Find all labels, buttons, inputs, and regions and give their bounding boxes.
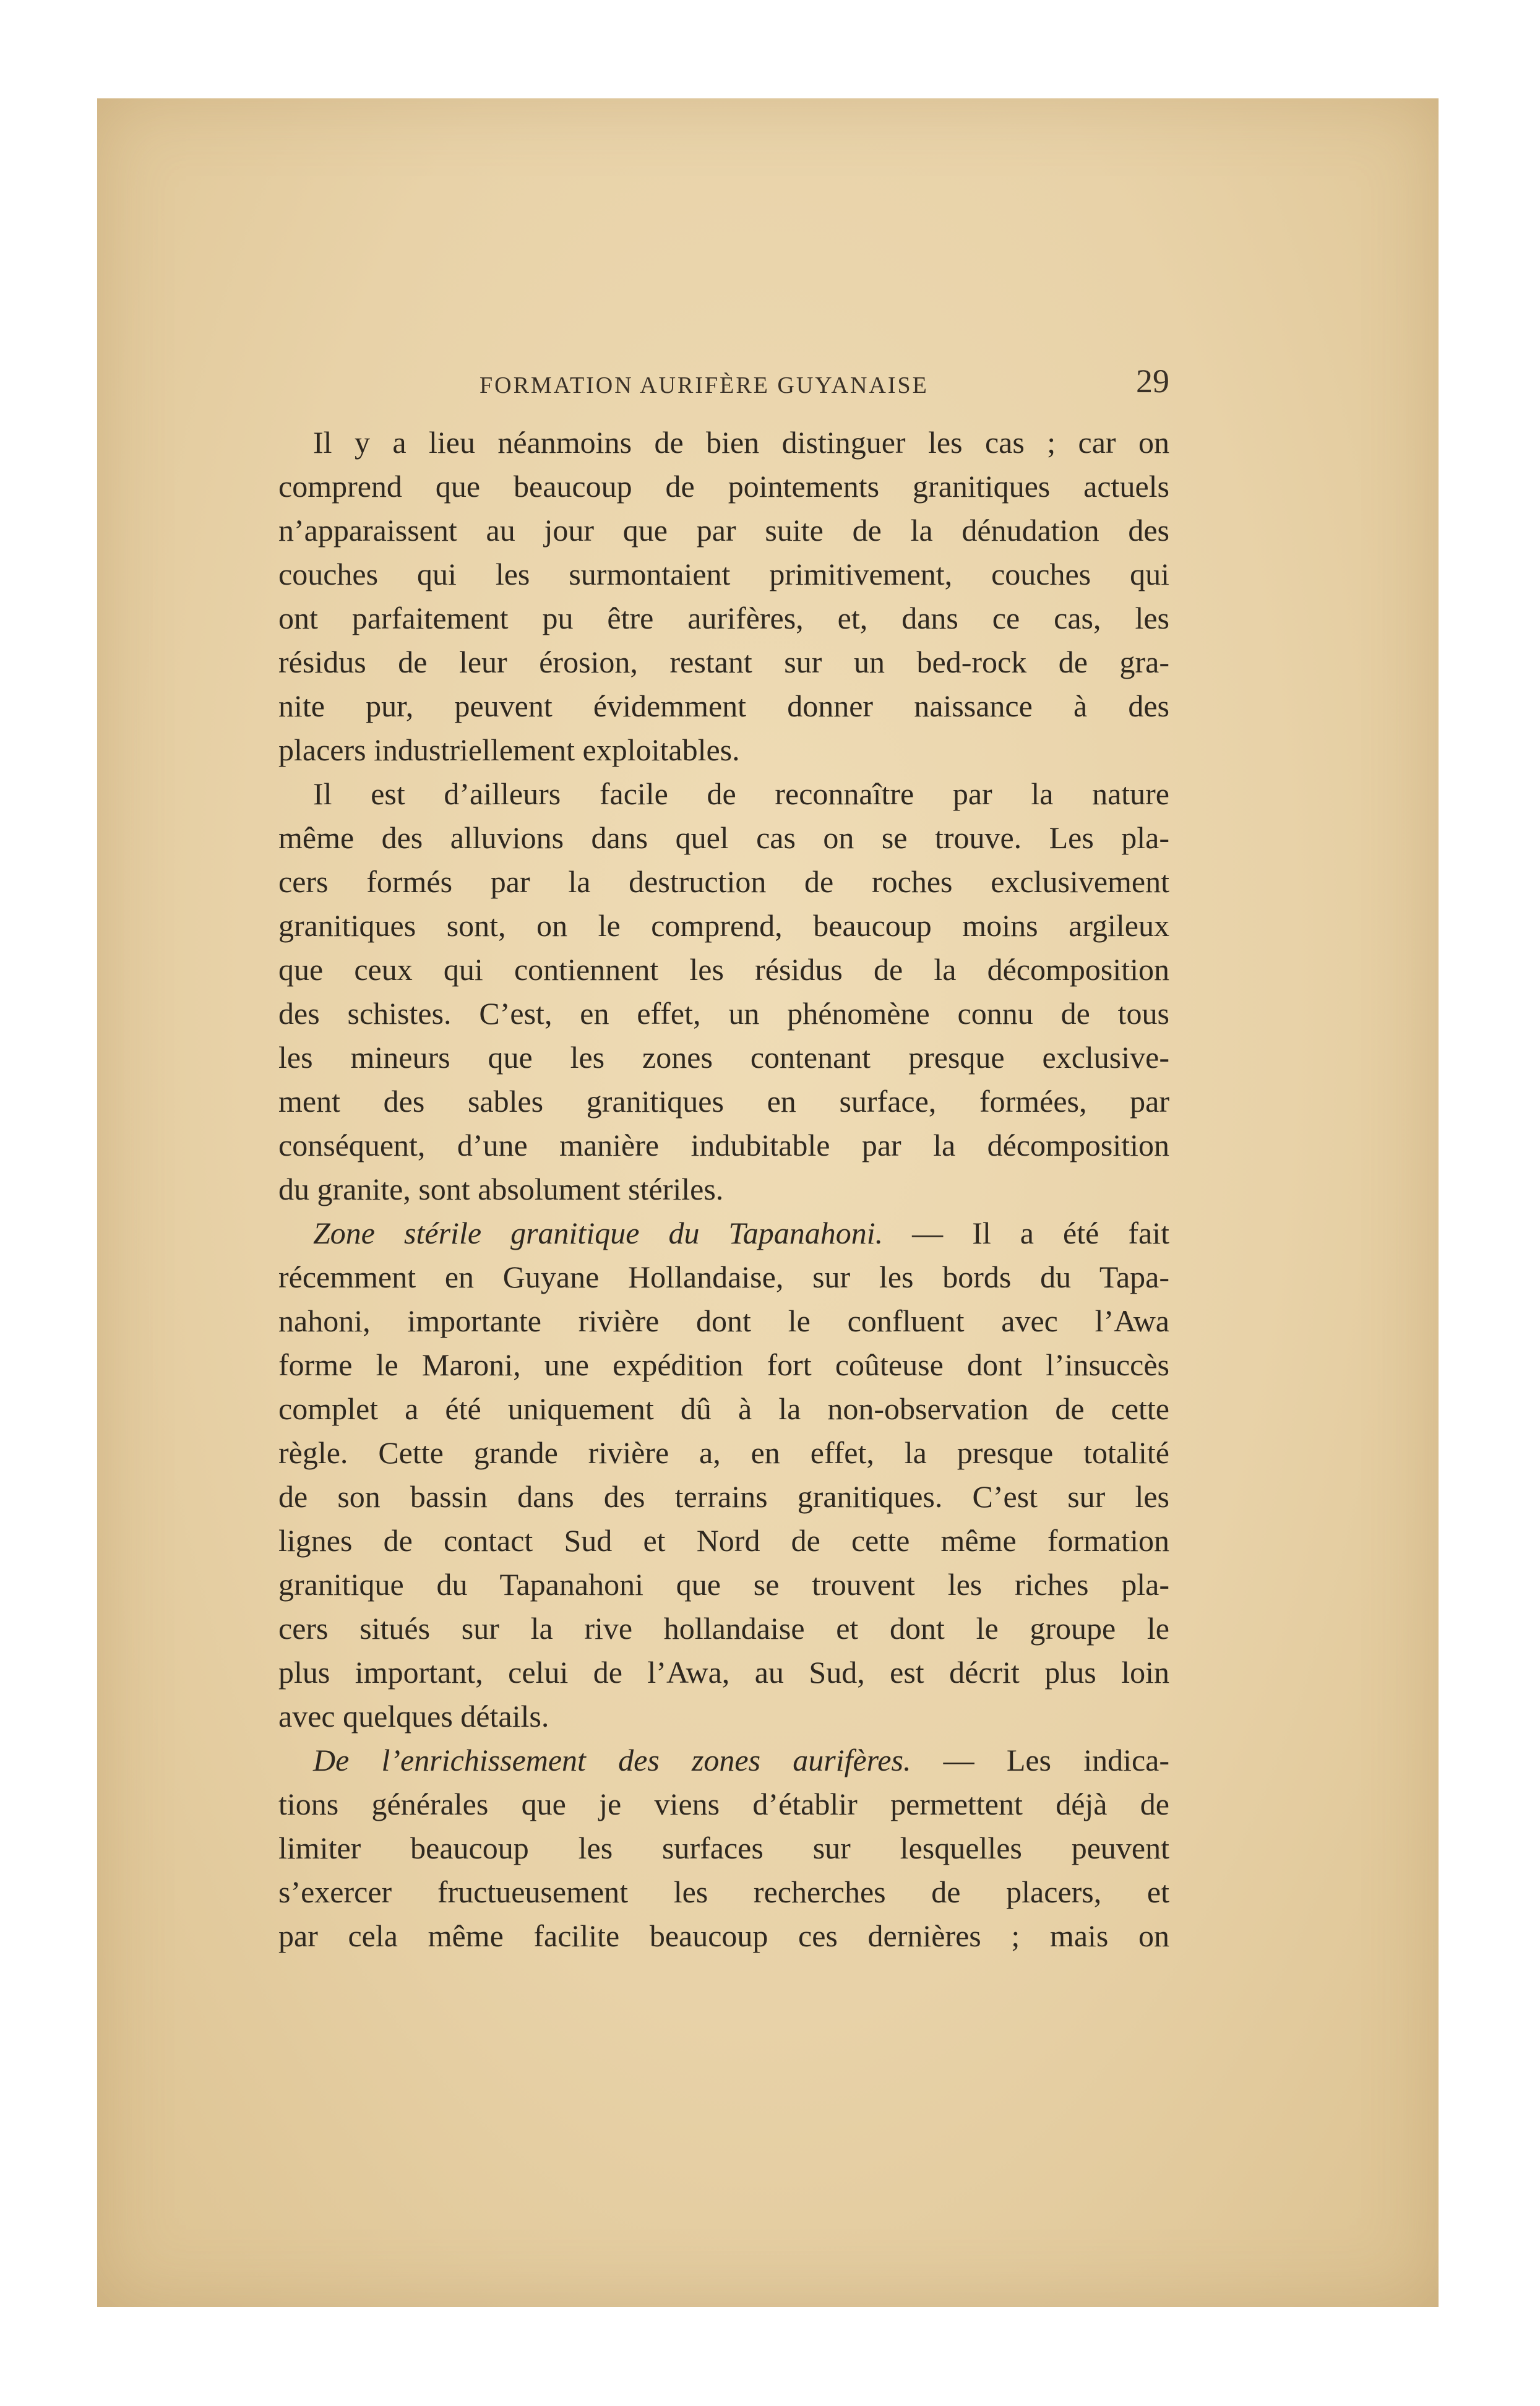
line-text: des schistes. C’est, en effet, un phénomène connu de tous [278,996,1169,1031]
text-line [278,1343,1169,1387]
text-line [278,1870,1169,1914]
line-text: conséquent, d’une manière indubitable par la décomposition [278,1128,1169,1162]
running-head [278,362,1169,405]
text-line [278,1782,1169,1826]
text-line [278,1299,1169,1343]
line-text: par cela même facilite beaucoup ces dernières ; mais on [278,1918,1169,1953]
text-line [278,684,1169,728]
line-text: nahoni, importante rivière dont le confluent avec l’Awa [278,1304,1169,1338]
line-text: cers formés par la destruction de roches exclusivement [278,864,1169,899]
line-text: limiter beaucoup les surfaces sur lesquelles peuvent [278,1831,1169,1865]
text-line [278,1255,1169,1299]
text-line [278,1475,1169,1519]
text-line [278,992,1169,1036]
text-line [278,860,1169,904]
line-text: comprend que beaucoup de pointements granitiques actuels [278,469,1169,504]
line-text: complet a été uniquement dû à la non-observation de cette [278,1391,1169,1426]
text-line [278,816,1169,860]
line-text: plus important, celui de l’Awa, au Sud, est décrit plus loin [278,1655,1169,1690]
line-text: granitiques sont, on le comprend, beaucoup moins argileux [278,908,1169,943]
line-text: résidus de leur érosion, restant sur un bed-rock de gra- [278,645,1169,679]
line-text: de son bassin dans des terrains granitiques. C’est sur les [278,1479,1169,1514]
line-text: ment des sables granitiques en surface, formées, par [278,1084,1169,1119]
text-line [278,904,1169,948]
text-line [278,596,1169,640]
text-line [278,1826,1169,1870]
line-text: du granite, sont absolument stériles. [278,1172,724,1206]
line-text: nite pur, peuvent évidemment donner naissance à des [278,689,1169,723]
text-line [278,1036,1169,1080]
text-line [278,465,1169,509]
line-text: les mineurs que les zones contenant presque exclusive- [278,1040,1169,1075]
page-number: 29 [1136,363,1169,400]
line-text: granitique du Tapanahoni que se trouvent les riches pla- [278,1567,1169,1602]
line-text: Il y a lieu néanmoins de bien distinguer les cas ; car on [313,425,1169,460]
text-line [278,1387,1169,1431]
body-text [278,421,1169,1958]
text-line [278,1651,1169,1695]
line-text: avec quelques détails. [278,1699,549,1734]
line-text: forme le Maroni, une expédition fort coûteuse dont l’insuccès [278,1347,1169,1382]
text-line [278,552,1169,596]
line-text: cers situés sur la rive hollandaise et dont le groupe le [278,1611,1169,1646]
text-line [278,1211,1169,1255]
text-line [278,1563,1169,1607]
text-line [278,1124,1169,1167]
text-line [278,421,1169,465]
text-line [278,509,1169,552]
line-text: lignes de contact Sud et Nord de cette même formation [278,1523,1169,1558]
text-line [278,948,1169,992]
line-text: — Les indica- [911,1743,1170,1777]
text-line [278,1738,1169,1782]
text-line [278,1431,1169,1475]
section-heading: Zone stérile granitique du Tapanahoni. [313,1216,884,1250]
line-text: même des alluvions dans quel cas on se trouve. Les pla- [278,820,1169,855]
text-line [278,772,1169,816]
text-line [278,1519,1169,1563]
line-text: placers industriellement exploitables. [278,733,740,767]
text-line [278,1080,1169,1124]
text-line [278,1914,1169,1958]
running-head-title: FORMATION AURIFÈRE GUYANAISE [480,372,929,398]
line-text: Il est d’ailleurs facile de reconnaître par la nature [313,776,1169,811]
text-line [278,1607,1169,1651]
text-line [278,1695,1169,1738]
section-heading: De l’enrichissement des zones aurifères. [313,1743,911,1777]
line-text: n’apparaissent au jour que par suite de la dénudation des [278,513,1169,548]
line-text: récemment en Guyane Hollandaise, sur les bords du Tapa- [278,1260,1169,1294]
line-text: règle. Cette grande rivière a, en effet, la presque totalité [278,1435,1169,1470]
line-text: s’exercer fructueusement les recherches de placers, et [278,1875,1169,1909]
line-text: — Il a été fait [883,1216,1169,1250]
line-text: ont parfaitement pu être aurifères, et, dans ce cas, les [278,601,1169,635]
line-text: tions générales que je viens d’établir permettent déjà de [278,1787,1169,1821]
text-line [278,728,1169,772]
line-text: couches qui les surmontaient primitivement, couches qui [278,557,1169,591]
text-line [278,1167,1169,1211]
line-text: que ceux qui contiennent les résidus de la décomposition [278,952,1169,987]
text-line [278,640,1169,684]
